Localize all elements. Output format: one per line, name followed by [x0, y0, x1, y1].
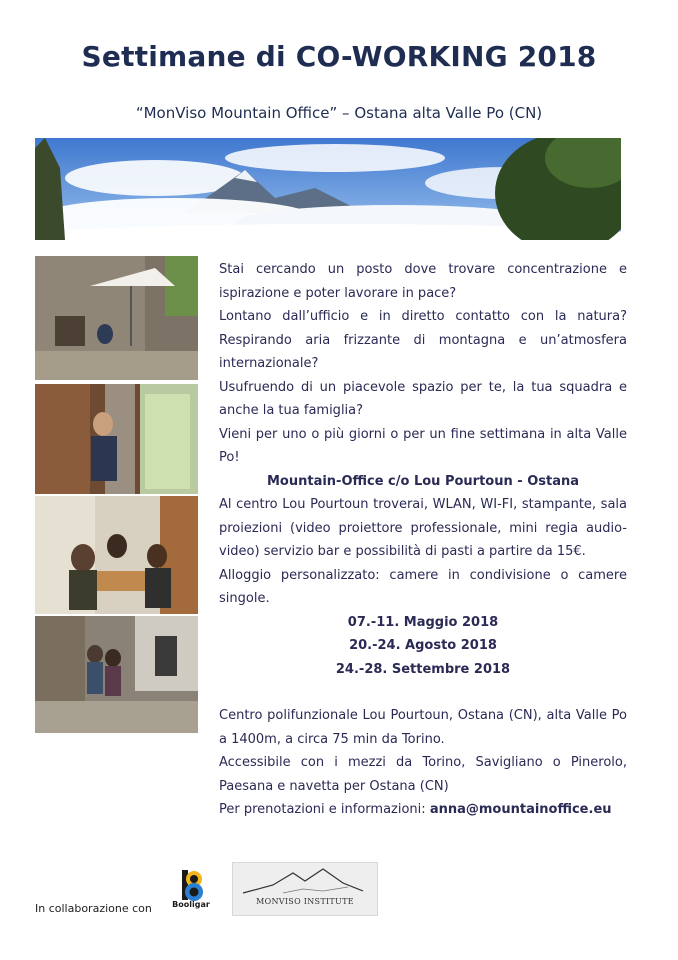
monviso-institute-logo-text: MONVISO INSTITUTE	[256, 897, 354, 906]
courtyard-photo	[35, 616, 198, 733]
terrace-photo	[35, 256, 198, 380]
monviso-institute-logo	[232, 862, 378, 916]
date-may: 07.-11. Maggio 2018	[347, 614, 499, 630]
access-paragraph: Accessibile con i mezzi da Torino, Savigliano o Pinerolo, Paesana e navetta per Ostana (CN)	[219, 755, 627, 794]
main-text	[219, 258, 627, 822]
office-heading: Mountain-Office c/o Lou Pourtoun - Ostana	[266, 473, 579, 489]
booking-email[interactable]: anna@mountainoffice.eu	[429, 802, 612, 817]
office-window-photo	[35, 384, 198, 494]
meeting-table-photo	[35, 496, 198, 614]
services-paragraph: Al centro Lou Pourtoun troverai, WLAN, WI-FI, stampante, sala proiezioni (video proiettore professionale, mini regia audio-video) servizio bar e possibilità di pasti a partire da 15€.	[219, 497, 627, 559]
booligar-logo-text: Booligar	[172, 900, 210, 909]
date-august: 20.-24. Agosto 2018	[349, 638, 497, 653]
date-september: 24.-28. Settembre 2018	[335, 661, 511, 677]
intro-paragraph-4: Vieni per uno o più giorni o per un fine settimana in alta Valle Po!	[219, 426, 627, 465]
intro-paragraph-3: Usufruendo di un piacevole spazio per te, la tua squadra e anche la tua famiglia?	[219, 379, 627, 418]
page-subtitle: “MonViso Mountain Office” – Ostana alta Valle Po (CN)	[135, 104, 543, 122]
page-title: Settimane di CO-WORKING 2018	[81, 40, 597, 73]
intro-paragraph-2: Lontano dall’ufficio e in diretto contatto con la natura? Respirando aria frizzante di montagna e un’atmosfera internazionale?	[219, 309, 627, 371]
location-paragraph: Centro polifunzionale Lou Pourtoun, Ostana (CN), alta Valle Po a 1400m, a circa 75 min da Torino.	[219, 708, 627, 747]
mountain-banner-image	[35, 138, 621, 240]
intro-paragraph-1: Stai cercando un posto dove trovare concentrazione e ispirazione e poter lavorare in pace?	[219, 262, 627, 301]
booking-label: Per prenotazioni e informazioni:	[219, 802, 430, 817]
collaboration-label: In collaborazione con	[35, 902, 152, 915]
booking-line	[219, 798, 627, 822]
lodging-paragraph: Alloggio personalizzato: camere in condivisione o camere singole.	[219, 567, 627, 606]
